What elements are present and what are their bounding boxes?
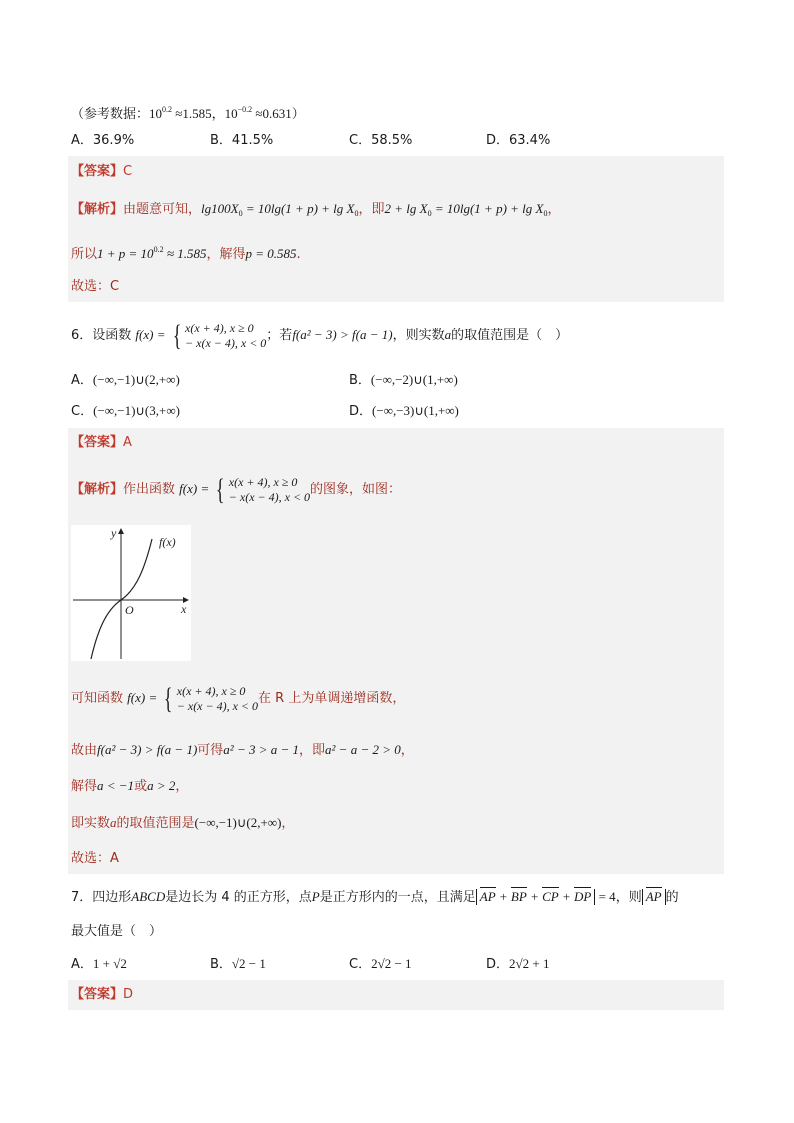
q5-answer: 【答案】C: [71, 164, 133, 179]
q6-option-a[interactable]: A．(−∞,−1)∪(2,+∞): [71, 372, 180, 388]
q6-stem: 6．设函数 f(x) = { x(x + 4), x ≥ 0 − x(x − 4), x < 0 ；若f(a² − 3) > f(a − 1)，则实数a的取值范围是（ ）: [71, 318, 569, 352]
q5-reference-data: （参考数据：$10^{0.2} \approx 1.585$，$10^{-0.2} \approx 0.631$）: [71, 105, 305, 122]
q7-option-d[interactable]: D．2√2 + 1: [486, 956, 550, 972]
q6-step-1: 故由f(a² − 3) > f(a − 1)可得a² − 3 > a − 1，即a² − a − 2 > 0，: [71, 742, 414, 758]
y-axis-label: y: [111, 526, 117, 540]
q7-option-a[interactable]: A．1 + √2: [71, 956, 127, 972]
q6-piecewise: { x(x + 4), x ≥ 0 − x(x − 4), x < 0: [172, 318, 267, 352]
q7-stem-line-1: 7．四边形ABCD是边长为 4 的正方形，点P是正方形内的一点，且满足 AP + BP + CP + DP = 4，则 AP 的: [71, 889, 679, 905]
q6-analysis-line-1: 【解析】作出函数 f(x) = { x(x + 4), x ≥ 0 − x(x − 4), x < 0 的图象，如图：: [71, 472, 402, 506]
q6-option-c[interactable]: C．(−∞,−1)∪(3,+∞): [71, 403, 180, 419]
q6-function-graph: [71, 525, 191, 661]
q6-answer: 【答案】A: [71, 435, 132, 450]
curve-label: f(x): [159, 535, 176, 549]
q7-vector-sum-magnitude: AP + BP + CP + DP: [476, 889, 596, 905]
q6-option-b[interactable]: B．(−∞,−2)∪(1,+∞): [349, 372, 458, 388]
q5-solution-band: [68, 156, 724, 302]
q6-option-d[interactable]: D．(−∞,−3)∪(1,+∞): [349, 403, 459, 419]
q6-step-2: 解得a < −1或a > 2，: [71, 778, 189, 794]
q6-conclusion: 故选：A: [71, 851, 119, 866]
q7-ap-magnitude: AP: [642, 889, 666, 905]
q5-conclusion: 故选：C: [71, 279, 120, 294]
q7-solution-band: [68, 980, 724, 1010]
q5-option-d[interactable]: D．63.4%: [486, 133, 551, 148]
q7-answer: 【答案】D: [71, 987, 134, 1002]
q5-option-a[interactable]: A．36.9%: [71, 133, 135, 148]
origin-label: O: [125, 603, 134, 617]
q7-option-c[interactable]: C．2√2 − 1: [349, 956, 412, 972]
q6-monotonic-line: 可知函数 f(x) = { x(x + 4), x ≥ 0 − x(x − 4), x < 0 在 R 上为单调递增函数，: [71, 681, 406, 715]
q5-analysis-line-2: 所以$1 + p = 10^{0.2} \approx 1.585$，解得p = 0.585.: [71, 245, 301, 262]
q5-analysis-line-1: 【解析】由题意可知，$\lg 100X_0 = 10\lg(1 + p) + \lg X_0$，即$2 + \lg X_0 = 10\lg(1 + p) + \lg X_0$，: [71, 201, 561, 218]
x-axis-label: x: [181, 602, 187, 616]
q6-step-3: 即实数a的取值范围是(−∞,−1)∪(2,+∞)，: [71, 815, 295, 831]
q7-option-b[interactable]: B．√2 − 1: [210, 956, 266, 972]
q5-option-c[interactable]: C．58.5%: [349, 133, 413, 148]
q5-option-b[interactable]: B．41.5%: [210, 133, 274, 148]
q7-stem-line-2: 最大值是（ ）: [71, 924, 163, 939]
